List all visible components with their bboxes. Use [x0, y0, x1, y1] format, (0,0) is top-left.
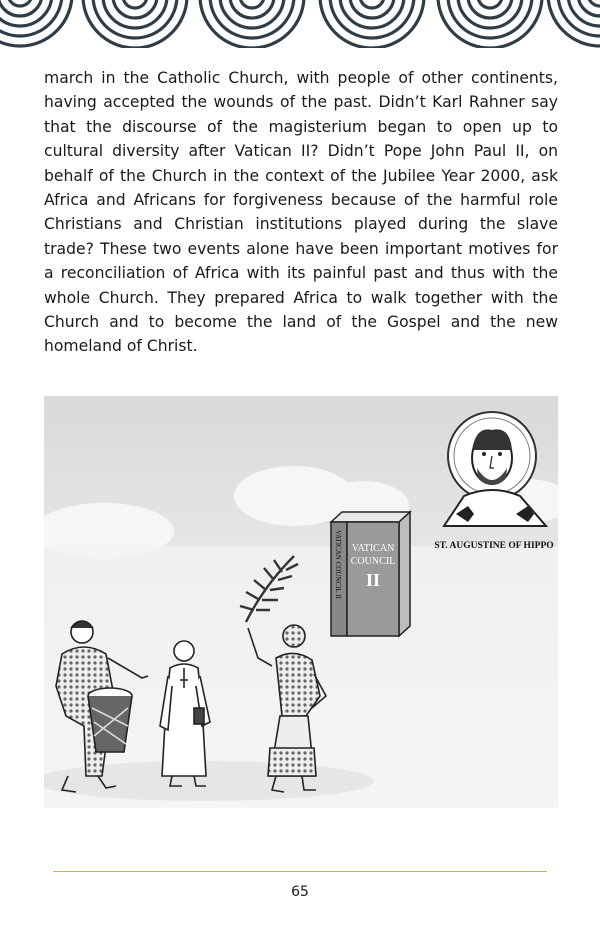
arc-group-4 [320, 0, 424, 48]
book-spine-label: VATICAN COUNCIL II [334, 530, 342, 599]
saint-caption: ST. AUGUSTINE OF HIPPO [434, 541, 554, 551]
illustration [44, 396, 558, 808]
page-number: 65 [291, 884, 309, 900]
header-pattern [0, 0, 600, 48]
concentric-arcs-pattern [0, 0, 600, 48]
vatican-council-book [331, 512, 410, 636]
arc-group-1 [0, 0, 72, 46]
footer-rule [53, 871, 547, 872]
arc-group-3 [200, 0, 304, 48]
arc-group-5 [438, 0, 542, 48]
book-title-line3: II [365, 570, 381, 590]
illustration-drawing [44, 396, 558, 808]
arc-group-6 [548, 0, 600, 46]
drum [88, 688, 132, 752]
arc-group-2 [83, 0, 187, 48]
book-title-line1: VATICAN [351, 543, 395, 554]
book-title-line2: COUNCIL [350, 556, 396, 567]
body-paragraph-block [44, 66, 558, 359]
body-paragraph: march in the Catholic Church, with people of other continents, having accepted the wounds of the past. Didn’t Karl Rahner say that the discourse of the magisterium began to open up to cultural diversity after Vatican II? Didn’t Pope John Paul II, on behalf of the Church in the context of the Jubilee Year 2000, ask Africa and Africans for forgiveness because of the harmful role Christians and Christian institutions played during the slave trade? These two events alone have been important motives for a reconciliation of Africa with its painful past and thus with the whole Church. They prepared Africa to walk together with the Church and to become the land of the Gospel and the new homeland of Christ. [44, 69, 558, 356]
